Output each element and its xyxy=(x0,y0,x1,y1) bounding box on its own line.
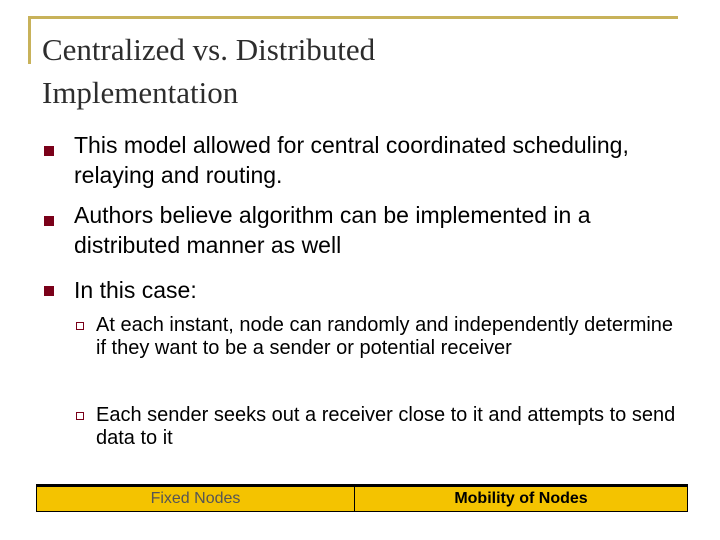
footer-fixed-nodes-label: Fixed Nodes xyxy=(37,487,355,511)
footer-bar xyxy=(36,486,688,512)
hollow-square-bullet-icon xyxy=(76,322,84,330)
square-bullet-icon xyxy=(44,286,54,296)
title-frame-top-line xyxy=(28,16,678,19)
bullet-text-3: In this case: xyxy=(74,277,197,303)
footer-mobility-label: Mobility of Nodes xyxy=(355,487,687,511)
bullet-text-2: Authors believe algorithm can be implemented in a distributed manner as well xyxy=(74,202,591,258)
sub-bullet-text-2: Each sender seeks out a receiver close to it and attempts to send data to it xyxy=(96,404,676,449)
bullet-text-1: This model allowed for central coordinated scheduling, relaying and routing. xyxy=(74,132,629,188)
title-frame-left-line xyxy=(28,16,31,64)
page-title-line-1: Centralized vs. Distributed xyxy=(42,32,376,67)
page-title-line-2: Implementation xyxy=(42,75,239,110)
square-bullet-icon xyxy=(44,146,54,156)
square-bullet-icon xyxy=(44,216,54,226)
hollow-square-bullet-icon xyxy=(76,412,84,420)
page-title xyxy=(42,28,682,114)
sub-bullet-text-1: At each instant, node can randomly and independently determine if they want to be a sender or potential receiver xyxy=(96,314,674,359)
